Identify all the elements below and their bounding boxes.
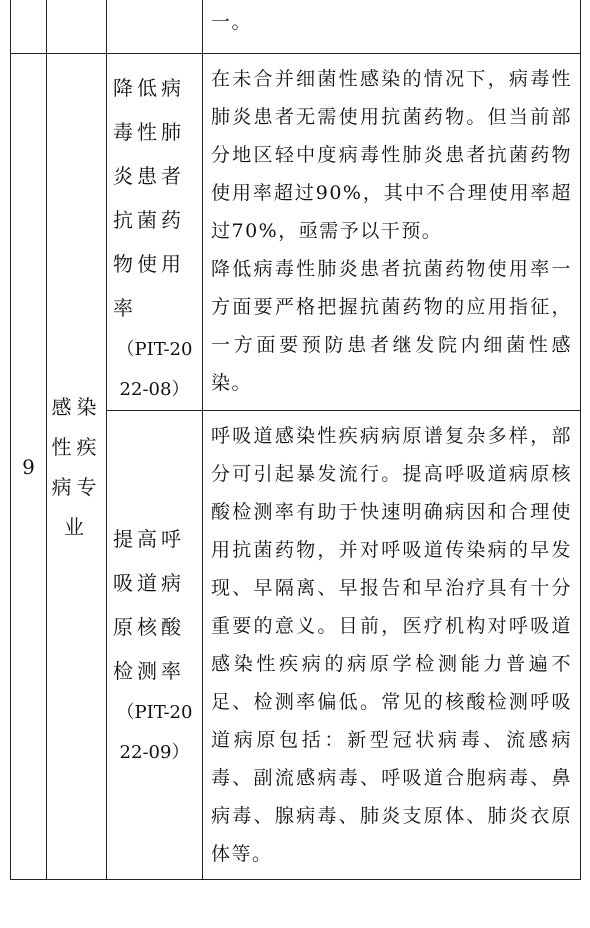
specialty-name: 感染性疾病专业 <box>51 394 102 539</box>
row-number-cell <box>11 54 47 880</box>
description-cell-08 <box>203 54 581 411</box>
number-cell-empty <box>11 0 47 54</box>
indicator-table <box>10 0 581 880</box>
continuation-text: 一。 <box>211 11 253 33</box>
description-cell-09 <box>203 411 581 880</box>
description-cell-continuation <box>203 0 581 54</box>
indicator-name-09: 提高呼吸道病原核酸检测率 <box>113 527 185 683</box>
indicator-code-09: （PIT-2022-09） <box>116 702 193 763</box>
indicator-code-08: （PIT-2022-08） <box>116 339 193 400</box>
indicator-cell-09 <box>107 411 203 880</box>
specialty-cell <box>47 54 107 880</box>
row-number: 9 <box>22 454 35 479</box>
table-row-continuation <box>11 0 581 54</box>
description-paragraph-08-1: 在未合并细菌性感染的情况下，病毒性肺炎患者无需使用抗菌药物。但当前部分地区轻中度病毒性肺炎患者抗菌药物使用率超过90%，其中不合理使用率超过70%，亟需予以干预。 <box>211 68 572 242</box>
specialty-cell-empty <box>47 0 107 54</box>
indicator-cell-08 <box>107 54 203 411</box>
indicator-name-08: 降低病毒性肺炎患者抗菌药物使用率 <box>113 76 185 320</box>
description-paragraph-09-1: 呼吸道感染性疾病病原谱复杂多样，部分可引起暴发流行。提高呼吸道病原核酸检测率有助于快速明确病因和合理使用抗菌药物，并对呼吸道传染病的早发现、早隔离、早报告和早治疗具有十分重要的意义。目前，医疗机构对呼吸道感染性疾病的病原学检测能力普遍不足、检测率偏低。常见的核酸检测呼吸道病原包括：新型冠状病毒、流感病毒、副流感病毒、呼吸道合胞病毒、鼻病毒、腺病毒、肺炎支原体、肺炎衣原体等。 <box>211 425 572 865</box>
table-row-indicator-08 <box>11 54 581 411</box>
description-paragraph-08-2: 降低病毒性肺炎患者抗菌药物使用率一方面要严格把握抗菌药物的应用指征，一方面要预防患者继发院内细菌性感染。 <box>211 258 572 394</box>
indicator-cell-empty <box>107 0 203 54</box>
